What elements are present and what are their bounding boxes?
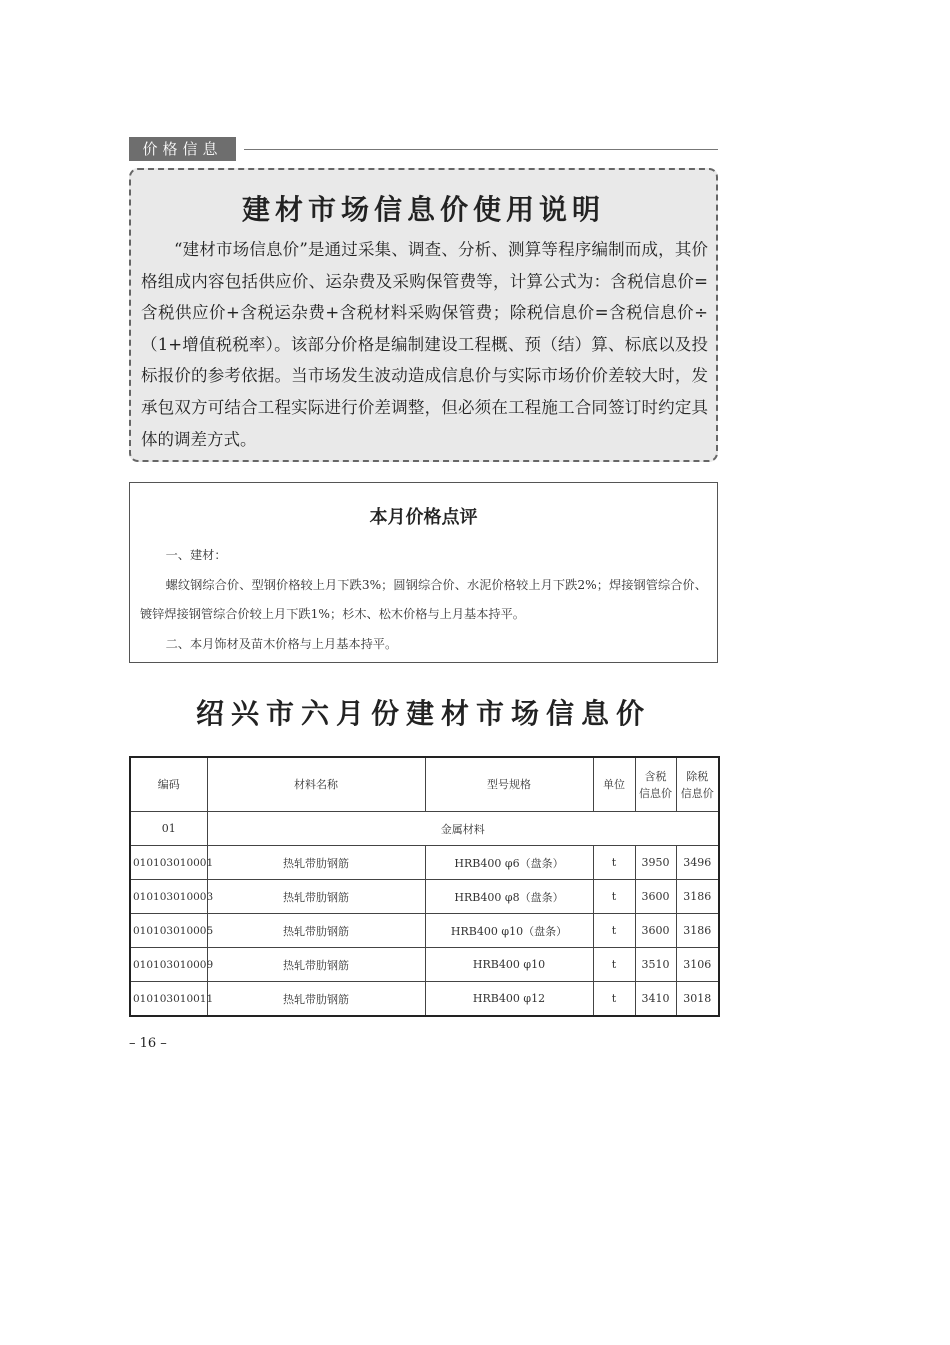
usage-notice-box	[129, 168, 718, 462]
item-tax-included-price: 3600	[635, 880, 676, 914]
table-row	[130, 914, 719, 948]
item-unit: t	[593, 880, 635, 914]
item-spec: HRB400 φ6（盘条）	[425, 846, 593, 880]
table-header-row	[130, 757, 719, 812]
header-tax-included	[635, 757, 676, 812]
header-tax-excluded	[676, 757, 719, 812]
header-name: 材料名称	[207, 757, 425, 812]
review-title: 本月价格点评	[369, 507, 478, 528]
table-row	[130, 880, 719, 914]
notice-title: 建材市场信息价使用说明	[241, 193, 605, 226]
item-name: 热轧带肋钢筋	[207, 948, 425, 982]
item-name: 热轧带肋钢筋	[207, 846, 425, 880]
item-unit: t	[593, 914, 635, 948]
review-body	[140, 541, 707, 659]
category-name: 金属材料	[207, 812, 719, 846]
item-tax-included-price: 3950	[635, 846, 676, 880]
table-row	[130, 982, 719, 1017]
item-code: 010103010005	[130, 914, 207, 948]
review-line: 二、本月饰材及苗木价格与上月基本持平。	[165, 636, 398, 651]
item-name: 热轧带肋钢筋	[207, 880, 425, 914]
table-row	[130, 846, 719, 880]
header-code: 编码	[130, 757, 207, 812]
item-tax-included-price: 3600	[635, 914, 676, 948]
header-unit: 单位	[593, 757, 635, 812]
section-label: 价格信息	[129, 137, 236, 161]
item-spec: HRB400 φ8（盘条）	[425, 880, 593, 914]
page-number: – 16 –	[129, 1036, 167, 1051]
item-name: 热轧带肋钢筋	[207, 982, 425, 1017]
monthly-review-box	[129, 482, 718, 663]
item-unit: t	[593, 982, 635, 1017]
item-spec: HRB400 φ10	[425, 948, 593, 982]
item-tax-included-price: 3510	[635, 948, 676, 982]
header-tax-excluded-1: 除税	[686, 769, 709, 783]
header-spec: 型号规格	[425, 757, 593, 812]
price-table	[129, 756, 720, 1017]
item-unit: t	[593, 846, 635, 880]
price-table-title: 绍兴市六月份建材市场信息价	[195, 697, 651, 730]
item-tax-excluded-price: 3186	[676, 914, 719, 948]
item-code: 010103010009	[130, 948, 207, 982]
review-line: 螺纹钢综合价、型钢价格较上月下跌3%；圆钢综合价、水泥价格较上月下跌2%；焊接钢管综合价、镀锌焊接钢管综合价较上月下跌1%；杉木、松木价格与上月基本持平。	[140, 577, 707, 621]
header-tax-included-1: 含税	[644, 769, 667, 783]
header-rule	[244, 149, 718, 150]
item-tax-excluded-price: 3018	[676, 982, 719, 1017]
header-tax-included-2: 信息价	[639, 786, 672, 800]
header-tax-excluded-2: 信息价	[680, 786, 714, 800]
category-row	[130, 812, 719, 846]
item-name: 热轧带肋钢筋	[207, 914, 425, 948]
item-tax-excluded-price: 3106	[676, 948, 719, 982]
item-spec: HRB400 φ12	[425, 982, 593, 1017]
notice-body: “建材市场信息价”是通过采集、调查、分析、测算等程序编制而成，其价格组成内容包括供应价、运杂费及采购保管费等，计算公式为：含税信息价=含税供应价+含税运杂费+含税材料采购保管费；除税信息价=含税信息价÷（1+增值税税率）。该部分价格是编制建设工程概、预（结）算、标底以及投标报价的参考依据。当市场发生波动造成信息价与实际市场价价差较大时，发承包双方可结合工程实际进行价差调整，但必须在工程施工合同签订时约定具体的调差方式。	[141, 240, 708, 449]
category-code: 01	[130, 812, 207, 846]
item-tax-excluded-price: 3186	[676, 880, 719, 914]
review-line: 一、建材：	[165, 548, 227, 562]
table-row	[130, 948, 719, 982]
item-spec: HRB400 φ10（盘条）	[425, 914, 593, 948]
item-code: 010103010011	[130, 982, 207, 1017]
item-code: 010103010003	[130, 880, 207, 914]
item-code: 010103010001	[130, 846, 207, 880]
item-tax-excluded-price: 3496	[676, 846, 719, 880]
item-tax-included-price: 3410	[635, 982, 676, 1017]
item-unit: t	[593, 948, 635, 982]
